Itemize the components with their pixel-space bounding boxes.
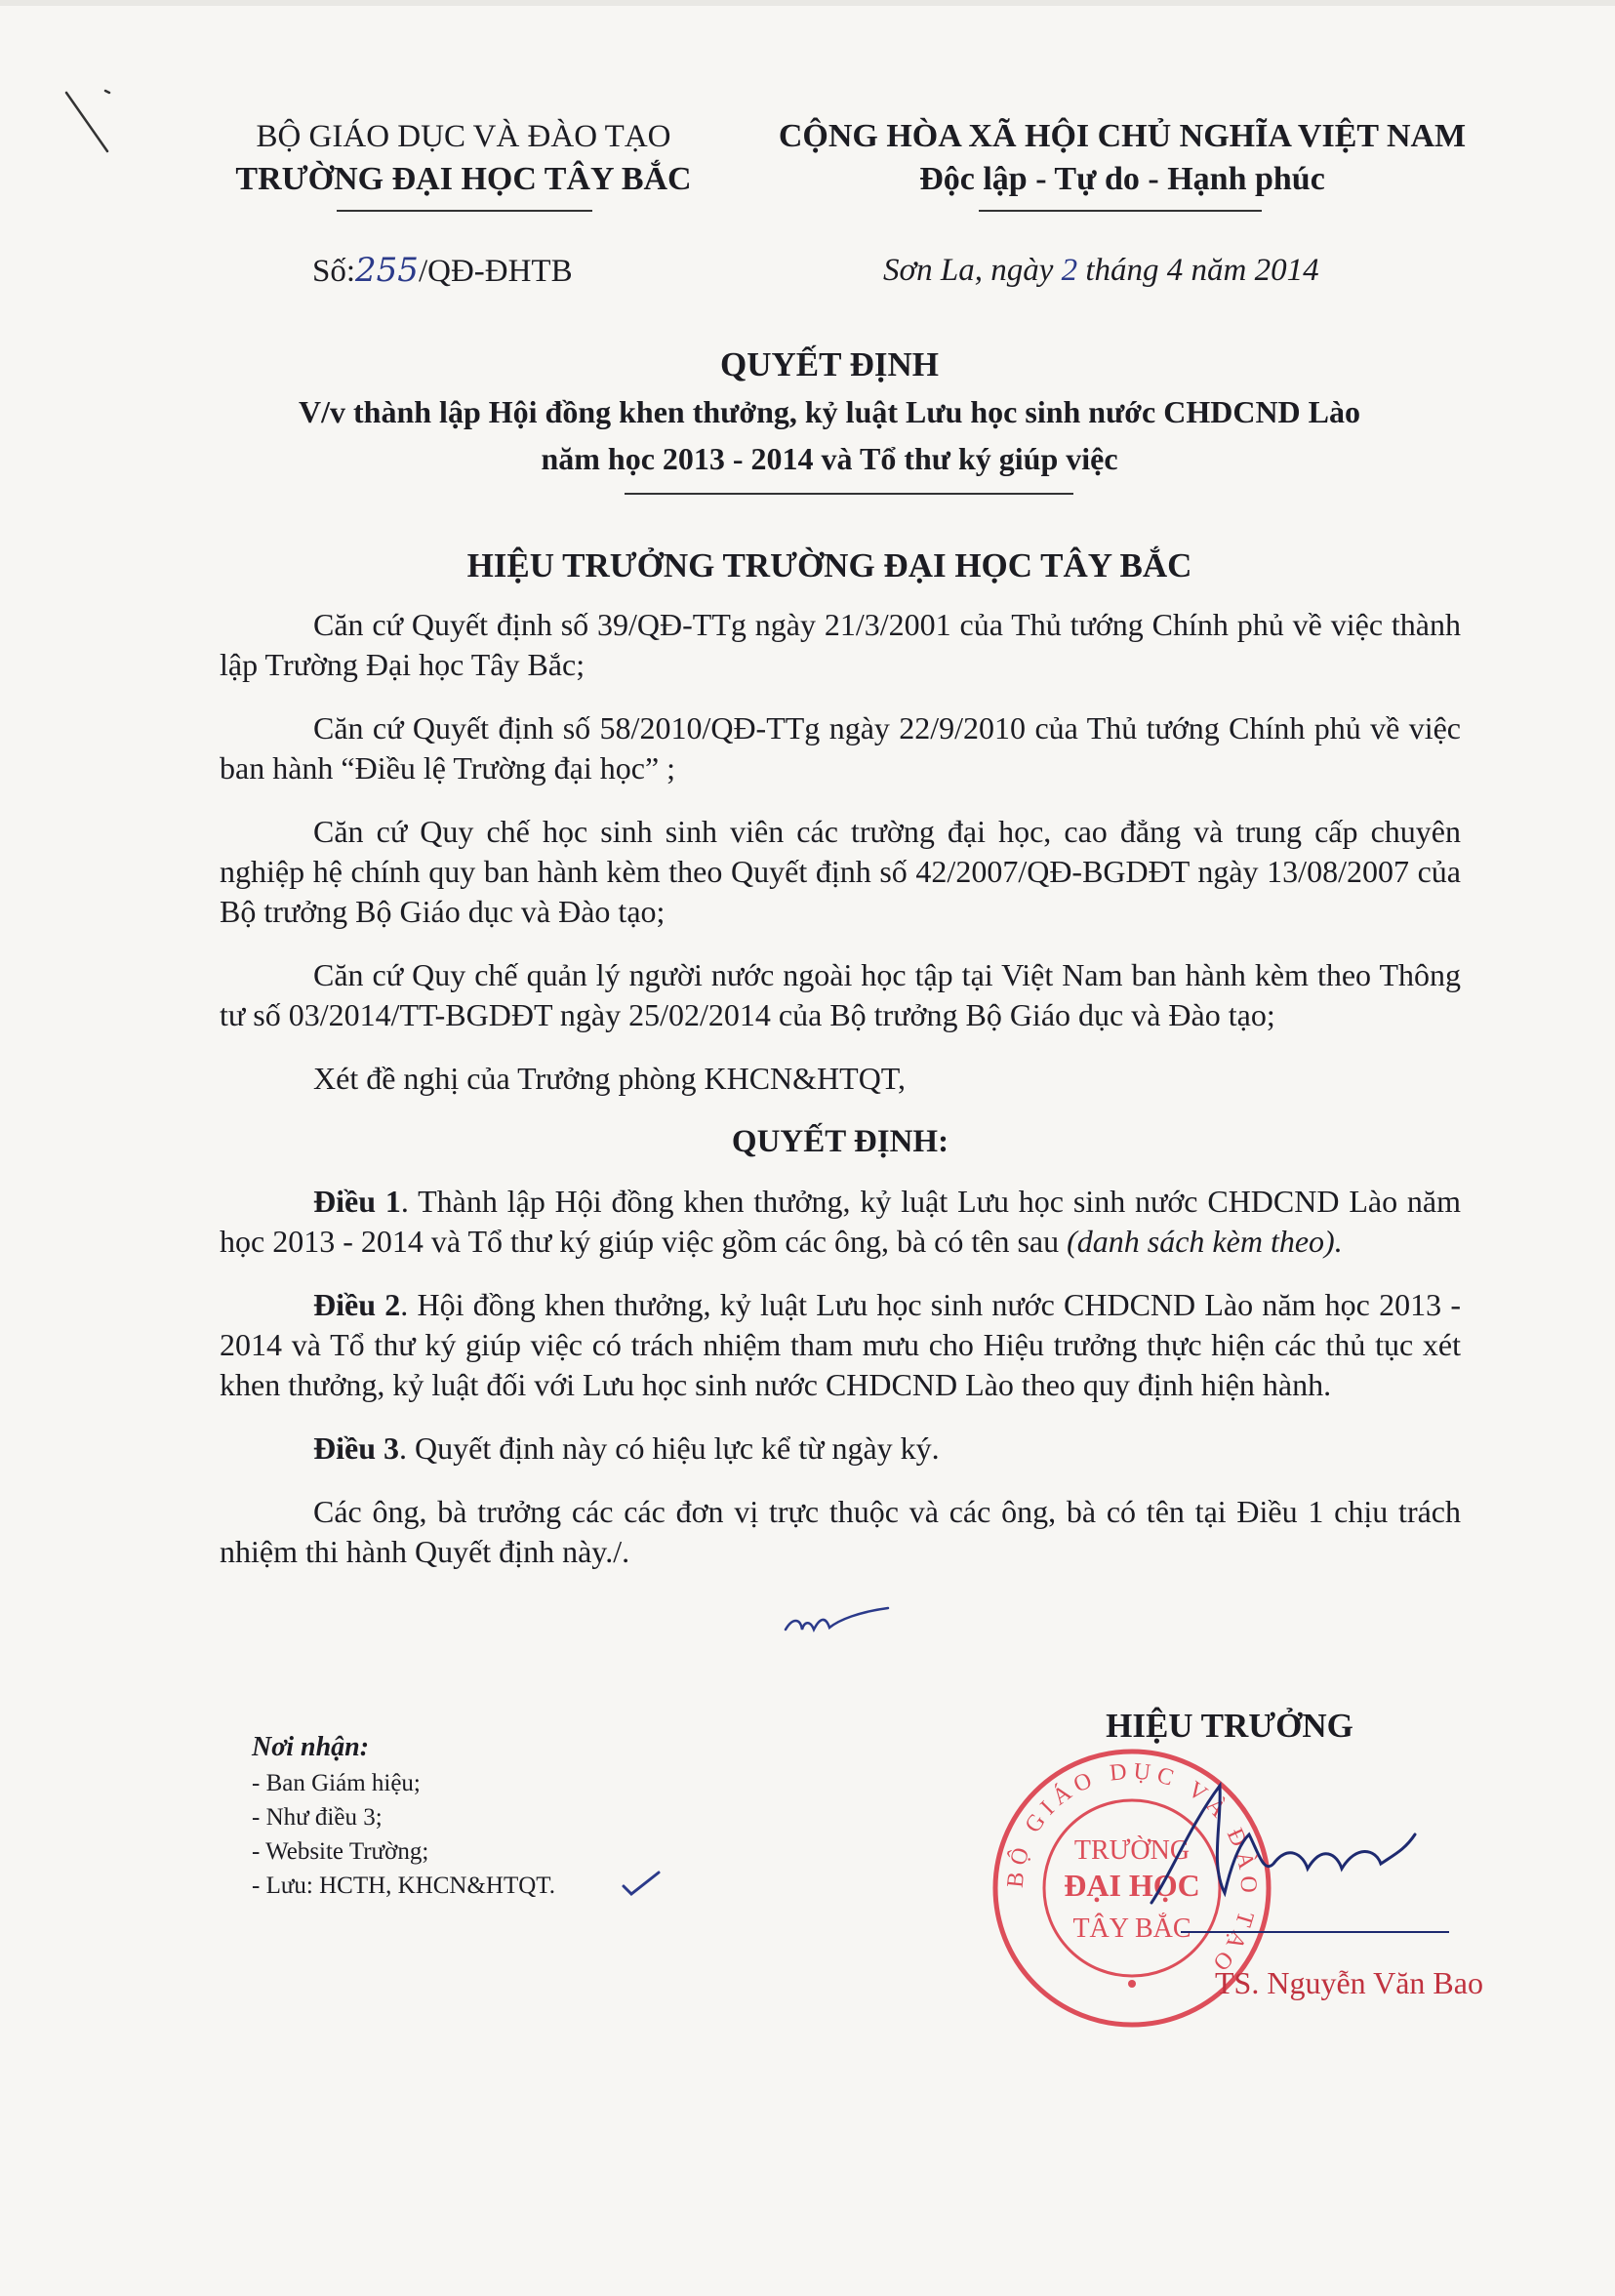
article-1-label: Điều 1: [313, 1184, 401, 1219]
article-3: [220, 1429, 1461, 1469]
check-tick-mark: [620, 1869, 664, 1898]
preamble-clause: Căn cứ Quy chế quản lý người nước ngoài học tập tại Việt Nam ban hành kèm theo Thông tư số 03/2014/TT-BGDĐT ngày 25/02/2014 của Bộ trưởng Bộ Giáo dục và Đào tạo;: [220, 957, 1461, 1032]
seal-center-line-3: TÂY BẮC: [1072, 1913, 1191, 1944]
seal-ring-text: BỘ GIÁO DỤC VÀ ĐÀO TẠO: [1002, 1758, 1262, 1980]
signatory-title: HIỆU TRƯỞNG: [1106, 1707, 1353, 1745]
article-3-text: . Quyết định này có hiệu lực kể từ ngày ký.: [399, 1430, 940, 1466]
article-2: [220, 1285, 1461, 1405]
country-name: CỘNG HÒA XÃ HỘI CHỦ NGHĨA VIỆT NAM: [778, 118, 1467, 154]
decision-heading: QUYẾT ĐỊNH:: [731, 1124, 949, 1159]
issuer-header: [200, 115, 727, 201]
date-line: [883, 249, 1319, 292]
doc-number-prefix: Số:: [312, 254, 356, 289]
handwritten-signature: [1112, 1766, 1454, 1942]
recipient-item: - Website Trường;: [252, 1838, 429, 1865]
title-underline: [625, 493, 1073, 495]
article-1-note: (danh sách kèm theo).: [1067, 1224, 1343, 1259]
doc-number-handwritten: 255: [355, 251, 419, 290]
article-2-text: . Hội đồng khen thưởng, kỷ luật Lưu học sinh nước CHDCND Lào năm học 2013 - 2014 và Tổ thư ký giúp việc có trách nhiệm tham mưu cho Hiệu trưởng thực hiện các thủ tục xét khen thưởng, kỷ luật đối với Lưu học sinh nước CHDCND Lào theo quy định hiện hành.: [220, 1287, 1462, 1402]
preamble-clause: Căn cứ Quyết định số 39/QĐ-TTg ngày 21/3/2001 của Thủ tướng Chính phủ về việc thành lập Trường Đại học Tây Bắc;: [220, 607, 1461, 682]
national-motto: Độc lập - Tự do - Hạnh phúc: [919, 161, 1325, 197]
recipient-item: - Như điều 3;: [252, 1804, 383, 1831]
date-prefix: Sơn La, ngày: [883, 253, 1054, 288]
article-3-label: Điều 3: [313, 1430, 399, 1466]
recipient-item: - Ban Giám hiệu;: [252, 1770, 421, 1796]
seal-center-line-2: ĐẠI HỌC: [1064, 1868, 1200, 1903]
motto-underline: [979, 210, 1262, 212]
document-subject-line-1: V/v thành lập Hội đồng khen thưởng, kỷ luật Lưu học sinh nước CHDCND Lào: [299, 394, 1360, 429]
preamble-clause: Căn cứ Quyết định số 58/2010/QĐ-TTg ngày 22/9/2010 của Thủ tướng Chính phủ về việc ban hành “Điều lệ Trường đại học” ;: [220, 710, 1461, 785]
document-number: [312, 249, 573, 293]
issuing-authority: HIỆU TRƯỞNG TRƯỜNG ĐẠI HỌC TÂY BẮC: [466, 546, 1192, 584]
signatory-name: TS. Nguyễn Văn Bao: [1215, 1965, 1483, 2000]
scan-top-edge: [0, 0, 1615, 6]
university-name: TRƯỜNG ĐẠI HỌC TÂY BẮC: [235, 161, 692, 197]
preamble-clause: Xét đề nghị của Trưởng phòng KHCN&HTQT,: [313, 1061, 906, 1096]
article-1-text: . Thành lập Hội đồng khen thưởng, kỷ luật Lưu học sinh nước CHDCND Lào năm học 2013 - 2014 và Tổ thư ký giúp việc gồm các ông, bà có tên sau: [220, 1184, 1462, 1259]
document-title-block: [146, 342, 1513, 482]
corner-pen-mark: [59, 83, 127, 161]
date-day-handwritten: 2: [1061, 253, 1078, 288]
article-2-label: Điều 2: [313, 1287, 401, 1322]
doc-number-suffix: /QĐ-ĐHTB: [418, 254, 573, 289]
recipients-heading: Nơi nhận:: [252, 1732, 370, 1762]
recipient-item: - Lưu: HCTH, KHCN&HTQT.: [252, 1873, 555, 1899]
date-suffix: tháng 4 năm 2014: [1085, 253, 1319, 288]
document-title: QUYẾT ĐỊNH: [720, 345, 939, 383]
document-subject-line-2: năm học 2013 - 2014 và Tổ thư ký giúp việc: [541, 441, 1118, 476]
initial-mark: [781, 1600, 893, 1644]
recipients-block: [252, 1729, 759, 1903]
document-body: [220, 605, 1461, 1595]
preamble-clause: Căn cứ Quy chế học sinh sinh viên các trường đại học, cao đẳng và trung cấp chuyên nghiệp hệ chính quy ban hành kèm theo Quyết định số 42/2007/QĐ-BGDĐT ngày 13/08/2007 của Bộ trưởng Bộ Giáo dục và Đào tạo;: [220, 814, 1461, 929]
ministry-name: BỘ GIÁO DỤC VÀ ĐÀO TẠO: [256, 119, 671, 154]
article-1: [220, 1182, 1461, 1262]
seal-center-line-1: TRƯỜNG: [1073, 1835, 1191, 1866]
closing-clause: Các ông, bà trưởng các các đơn vị trực thuộc và các ông, bà có tên tại Điều 1 chịu trách nhiệm thi hành Quyết định này./.: [220, 1494, 1461, 1569]
national-header: [761, 115, 1483, 201]
issuer-underline: [337, 210, 592, 212]
